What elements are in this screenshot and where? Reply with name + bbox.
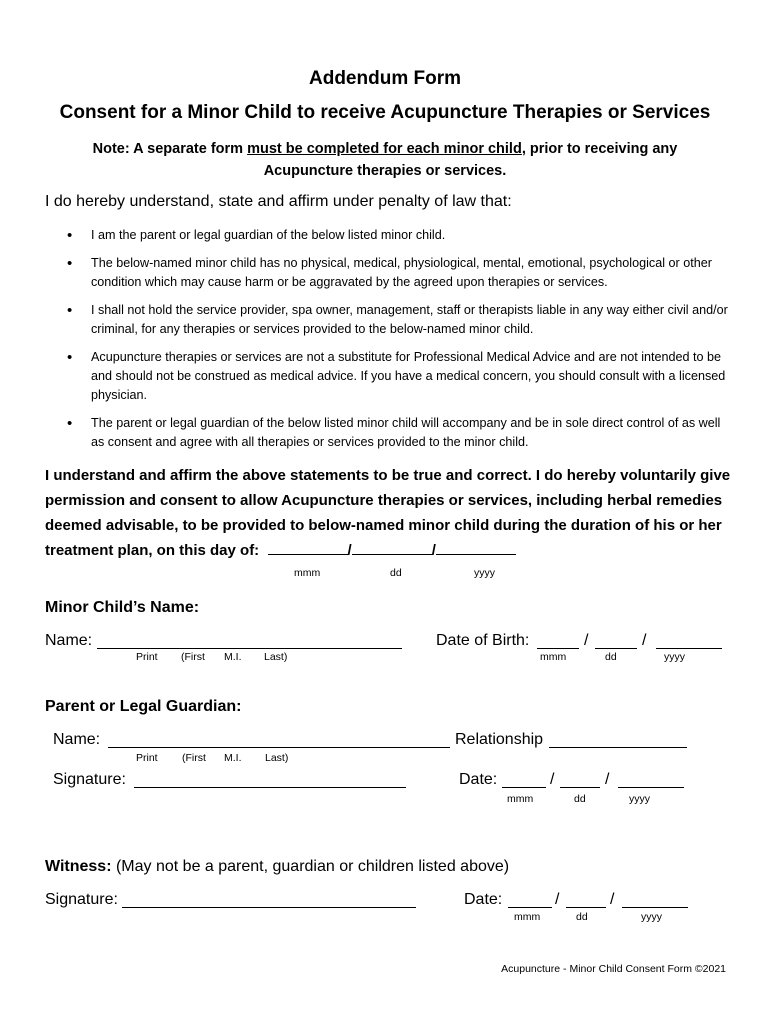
minor-name-field[interactable] bbox=[97, 634, 402, 649]
note-suffix: , prior to receiving any bbox=[521, 141, 678, 157]
minor-dob-month-field[interactable] bbox=[537, 634, 579, 649]
consent-month-hint: mmm bbox=[294, 567, 321, 579]
name-hint-mi: M.I. bbox=[224, 651, 242, 663]
list-item: • I shall not hold the service provider, spa owner, management, staff or therapists liable in any way either civil and/or criminal, for any therapies or services provided to the below-named minor child. bbox=[45, 301, 735, 339]
name-hint-last: Last) bbox=[264, 651, 288, 663]
witness-section-heading: Witness: bbox=[45, 858, 112, 875]
intro-statement: I do hereby understand, state and affirm under penalty of law that: bbox=[45, 193, 512, 210]
date-separator: / bbox=[584, 632, 589, 649]
affirmation-text: I understand and affirm the above statements to be true and correct. I do hereby voluntarily give permission and consent to allow Acupuncture therapies or services, including herbal remedies deemed advisable, to be provided to below-named minor child during the duration of his or her treatment plan, on this day of: bbox=[45, 467, 731, 559]
witness-signature-label: Signature: bbox=[45, 891, 118, 908]
guardian-signature-field[interactable] bbox=[134, 773, 406, 788]
guardian-section-heading: Parent or Legal Guardian: bbox=[45, 698, 242, 715]
date-separator: / bbox=[605, 771, 610, 788]
consent-month-field[interactable] bbox=[268, 540, 348, 555]
witness-heading-line bbox=[45, 858, 509, 876]
list-item: • I am the parent or legal guardian of the below listed minor child. bbox=[45, 226, 735, 245]
guardian-relationship-label: Relationship bbox=[455, 731, 544, 748]
dob-day-hint: dd bbox=[605, 651, 617, 663]
guardian-day-hint: dd bbox=[574, 793, 586, 805]
date-separator: / bbox=[642, 632, 647, 649]
dob-month-hint: mmm bbox=[540, 651, 567, 663]
witness-signature-field[interactable] bbox=[122, 893, 416, 908]
footer-copyright: Acupuncture - Minor Child Consent Form ©2021 bbox=[501, 963, 726, 975]
guardian-date-day-field[interactable] bbox=[560, 773, 600, 788]
affirmation-paragraph: I understand and affirm the above statements to be true and correct. I do hereby voluntarily give permission and consent to allow Acupuncture therapies or services, including herbal remedies deemed advisable, to be provided to below-named minor child during the duration of his or her treatment plan, on this day of: / / bbox=[45, 467, 731, 559]
date-separator: / bbox=[550, 771, 555, 788]
witness-date-year-field[interactable] bbox=[622, 893, 688, 908]
witness-date-day-field[interactable] bbox=[566, 893, 606, 908]
note-underlined: must be completed for each minor child bbox=[247, 141, 522, 157]
minor-dob-year-field[interactable] bbox=[656, 634, 722, 649]
witness-year-hint: yyyy bbox=[641, 911, 662, 923]
note-prefix: Note: A separate form bbox=[92, 141, 248, 157]
witness-day-hint: dd bbox=[576, 911, 588, 923]
date-separator: / bbox=[555, 891, 560, 908]
consent-year-field[interactable] bbox=[436, 540, 516, 555]
guardian-date-label: Date: bbox=[459, 771, 498, 788]
witness-date-month-field[interactable] bbox=[508, 893, 552, 908]
guardian-year-hint: yyyy bbox=[629, 793, 650, 805]
affirmation-list bbox=[45, 226, 735, 461]
note-line-1 bbox=[0, 141, 770, 157]
witness-month-hint: mmm bbox=[514, 911, 541, 923]
guardian-date-year-field[interactable] bbox=[618, 773, 684, 788]
consent-day-field[interactable] bbox=[352, 540, 432, 555]
date-separator: / bbox=[610, 891, 615, 908]
minor-section-heading: Minor Child’s Name: bbox=[45, 599, 200, 616]
note-line-2: Acupuncture therapies or services. bbox=[263, 163, 507, 179]
form-title: Addendum Form bbox=[309, 68, 461, 89]
list-item: • Acupuncture therapies or services are not a substitute for Professional Medical Advice and are not intended to be and should not be construed as medical advice. If you have a medical concern, you should consult with a licensed physician. bbox=[45, 348, 735, 405]
minor-dob-day-field[interactable] bbox=[595, 634, 637, 649]
name-hint-mi: M.I. bbox=[224, 752, 242, 764]
guardian-relationship-field[interactable] bbox=[549, 733, 687, 748]
guardian-date-month-field[interactable] bbox=[502, 773, 546, 788]
list-item: • The below-named minor child has no physical, medical, physiological, mental, emotional, psychological or other condition which may cause harm or be aggravated by the agreed upon therapies or services. bbox=[45, 254, 735, 292]
name-hint-print: Print bbox=[136, 651, 158, 663]
form-subtitle: Consent for a Minor Child to receive Acupuncture Therapies or Services bbox=[59, 102, 711, 123]
name-hint-print: Print bbox=[136, 752, 158, 764]
guardian-signature-label: Signature: bbox=[53, 771, 126, 788]
consent-day-hint: dd bbox=[390, 567, 402, 579]
name-hint-first: (First bbox=[182, 752, 206, 764]
list-item: • The parent or legal guardian of the below listed minor child will accompany and be in sole direct control of as well as consent and agree with all therapies or services provided to the minor child. bbox=[45, 414, 735, 452]
minor-name-label: Name: bbox=[45, 632, 93, 649]
guardian-name-field[interactable] bbox=[108, 733, 450, 748]
minor-dob-label: Date of Birth: bbox=[436, 632, 530, 649]
guardian-month-hint: mmm bbox=[507, 793, 534, 805]
dob-year-hint: yyyy bbox=[664, 651, 685, 663]
witness-date-label: Date: bbox=[464, 891, 503, 908]
witness-note: (May not be a parent, guardian or children listed above) bbox=[111, 858, 510, 875]
guardian-name-label: Name: bbox=[53, 731, 101, 748]
consent-year-hint: yyyy bbox=[474, 567, 495, 579]
name-hint-first: (First bbox=[181, 651, 205, 663]
name-hint-last: Last) bbox=[265, 752, 289, 764]
